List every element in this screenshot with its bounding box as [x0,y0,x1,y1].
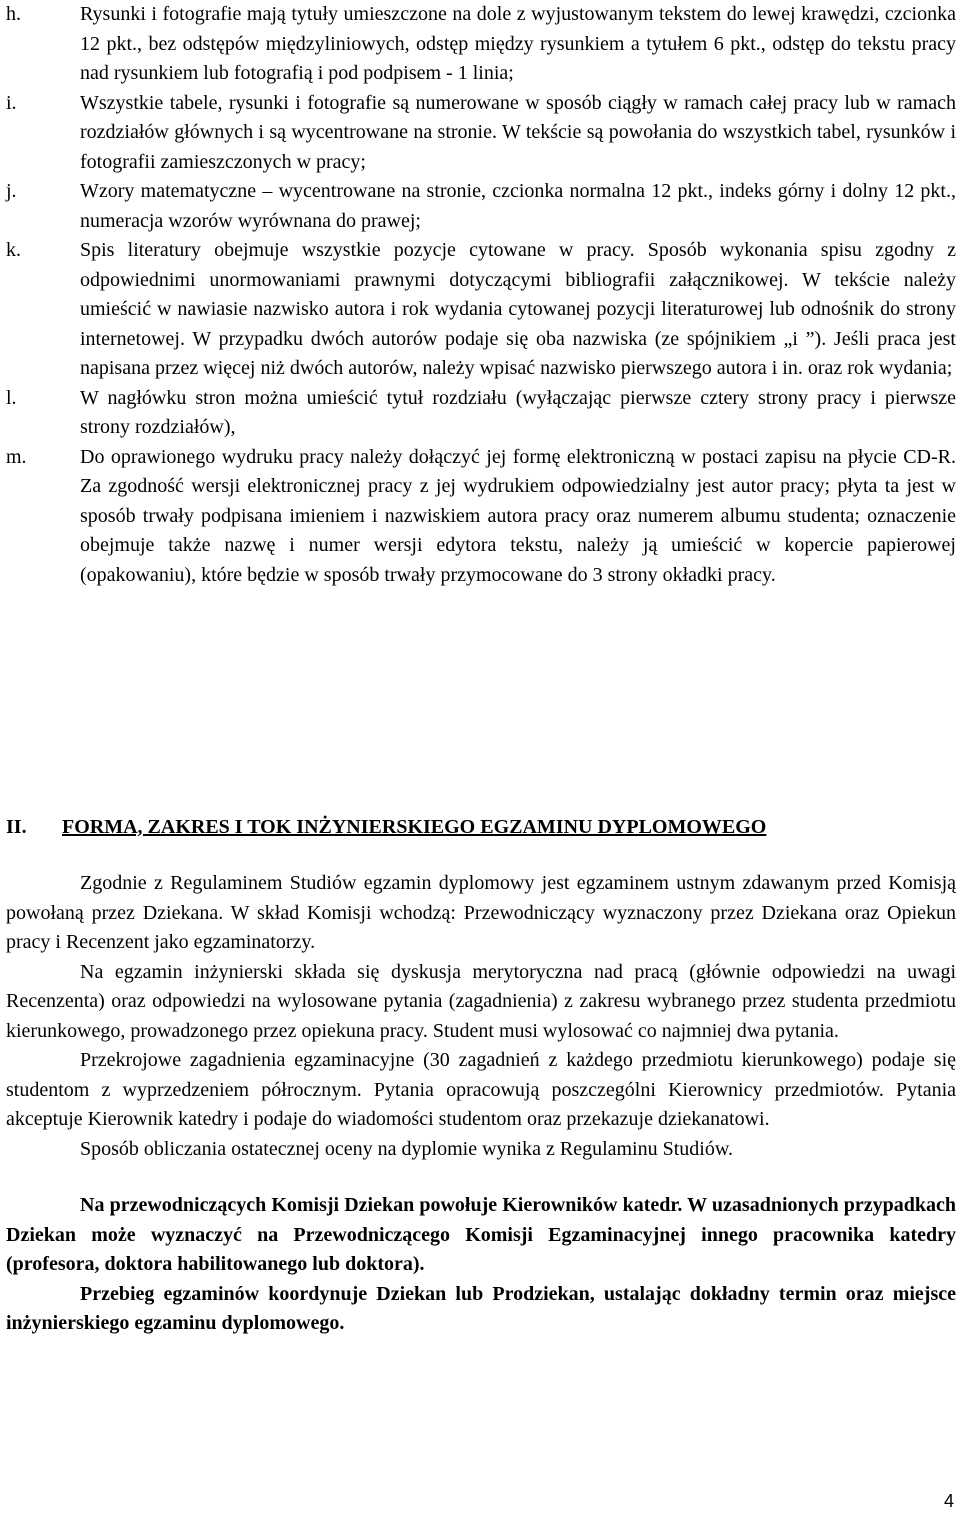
paragraph-spacer [6,1164,956,1191]
list-item [6,89,956,178]
list-marker: j. [6,180,17,202]
list-item-text: Wszystkie tabele, rysunki i fotografie są numerowane w sposób ciągły w ramach całej pracy lub w ramach rozdziałów głównych i są wycentrowane na stronie. W tekście są powołania do wszystkich tabel, rysunków i fotografii zamieszczonych w pracy; [80,91,956,173]
list-item-text: Wzory matematyczne – wycentrowane na stronie, czcionka normalna 12 pkt., indeks górny i dolny 12 pkt., numeracja wzorów wyrównana do prawej; [80,180,956,232]
list-item-text: W nagłówku stron można umieścić tytuł rozdziału (wyłączając pierwsze cztery strony pracy i pierwsze strony rozdziałów), [80,386,956,438]
list-item [6,384,956,443]
body-paragraph: Przekrojowe zagadnienia egzaminacyjne (30 zagadnień z każdego przedmiotu kierunkowego) podaje się studentom z wyprzedzeniem półrocznym. Pytania opracowują poszczególni Kierownicy przedmiotów. Pytania akceptuje Kierownik katedry i podaje do wiadomości studentom oraz przekazuje dziekanatowi. [6,1049,956,1130]
bold-paragraph: Przebieg egzaminów koordynuje Dziekan lub Prodziekan, ustalając dokładny termin oraz miejsce inżynierskiego egzaminu dyplomowego. [6,1282,956,1334]
list-marker: k. [6,239,21,261]
body-paragraph: Sposób obliczania ostatecznej oceny na dyplomie wynika z Regulaminu Studiów. [80,1137,733,1160]
list-marker: l. [6,386,17,409]
list-marker: h. [6,3,21,25]
section-heading [6,812,956,842]
section-body [6,869,956,1339]
list-item [6,0,956,89]
list-item-text: Do oprawionego wydruku pracy należy dołączyć jej formę elektroniczną w postaci zapisu na płycie CD-R. Za zgodność wersji elektronicznej pracy z jej wydrukiem odpowiedzialny jest autor pracy; płyta ta jest w sposób trwały podpisana imieniem i nazwiskiem autora pracy oraz numerem albumu studenta; oznaczenie obejmuje także nazwę i numer wersji edytora tekstu, należy ją umieścić w kopercie papierowej (opakowaniu), które będzie w sposób trwały przymocowane do 3 strony okładki pracy. [80,445,956,586]
list-item-text: Spis literatury obejmuje wszystkie pozycje cytowane w pracy. Sposób wykonania spisu zgodny z odpowiednimi unormowaniami prawnymi dotyczącymi bibliografii załącznikowej. W tekście należy umieścić w nawiasie nazwisko autora i rok wydania cytowanej pozycji literaturowej lub odnośnik do strony internetowej. W przypadku dwóch autorów podaje się oba nazwiska (ze spójnikiem „i ”). Jeśli praca jest napisana przez więcej niż dwóch autorów, należy wpisać nazwisko pierwszego autora i in. oraz rok wydania; [80,239,956,379]
list-marker: m. [6,445,27,468]
requirements-list [6,0,956,590]
list-item [6,443,956,591]
body-paragraph: Na egzamin inżynierski składa się dyskusja merytoryczna nad pracą (głównie odpowiedzi na uwagi Recenzenta) oraz odpowiedzi na wylosowane pytania (zagadnienia) z zakresu wybranego przez studenta przedmiotu kierunkowego, prowadzonego przez opiekuna pracy. Student musi wylosować co najmniej dwa pytania. [6,960,956,1042]
body-paragraph: Zgodnie z Regulaminem Studiów egzamin dyplomowy jest egzaminem ustnym zdawanym przed Komisją powołaną przez Dziekana. W skład Komisji wchodzą: Przewodniczący wyznaczony przez Dziekana oraz Opiekun pracy i Recenzent jako egzaminatorzy. [6,872,956,953]
page-number: 4 [943,1491,954,1511]
list-item [6,236,956,384]
list-marker: i. [6,91,17,114]
list-item-text: Rysunki i fotografie mają tytuły umieszczone na dole z wyjustowanym tekstem do lewej krawędzi, czcionka 12 pkt., bez odstępów międzyliniowych, odstęp między rysunkiem a tytułem 6 pkt., odstęp do tekstu pracy nad rysunkiem lub fotografią i pod podpisem - 1 linia; [80,3,956,84]
section-title: FORMA, ZAKRES I TOK INŻYNIERSKIEGO EGZAMINU DYPLOMOWEGO [62,816,767,838]
list-item [6,177,956,236]
section-number: II. [6,816,27,838]
bold-paragraph: Na przewodniczących Komisji Dziekan powołuje Kierowników katedr. W uzasadnionych przypadkach Dziekan może wyznaczyć na Przewodniczącego Komisji Egzaminacyjnej innego pracownika katedry (profesora, doktora habilitowanego lub doktora). [6,1194,956,1275]
